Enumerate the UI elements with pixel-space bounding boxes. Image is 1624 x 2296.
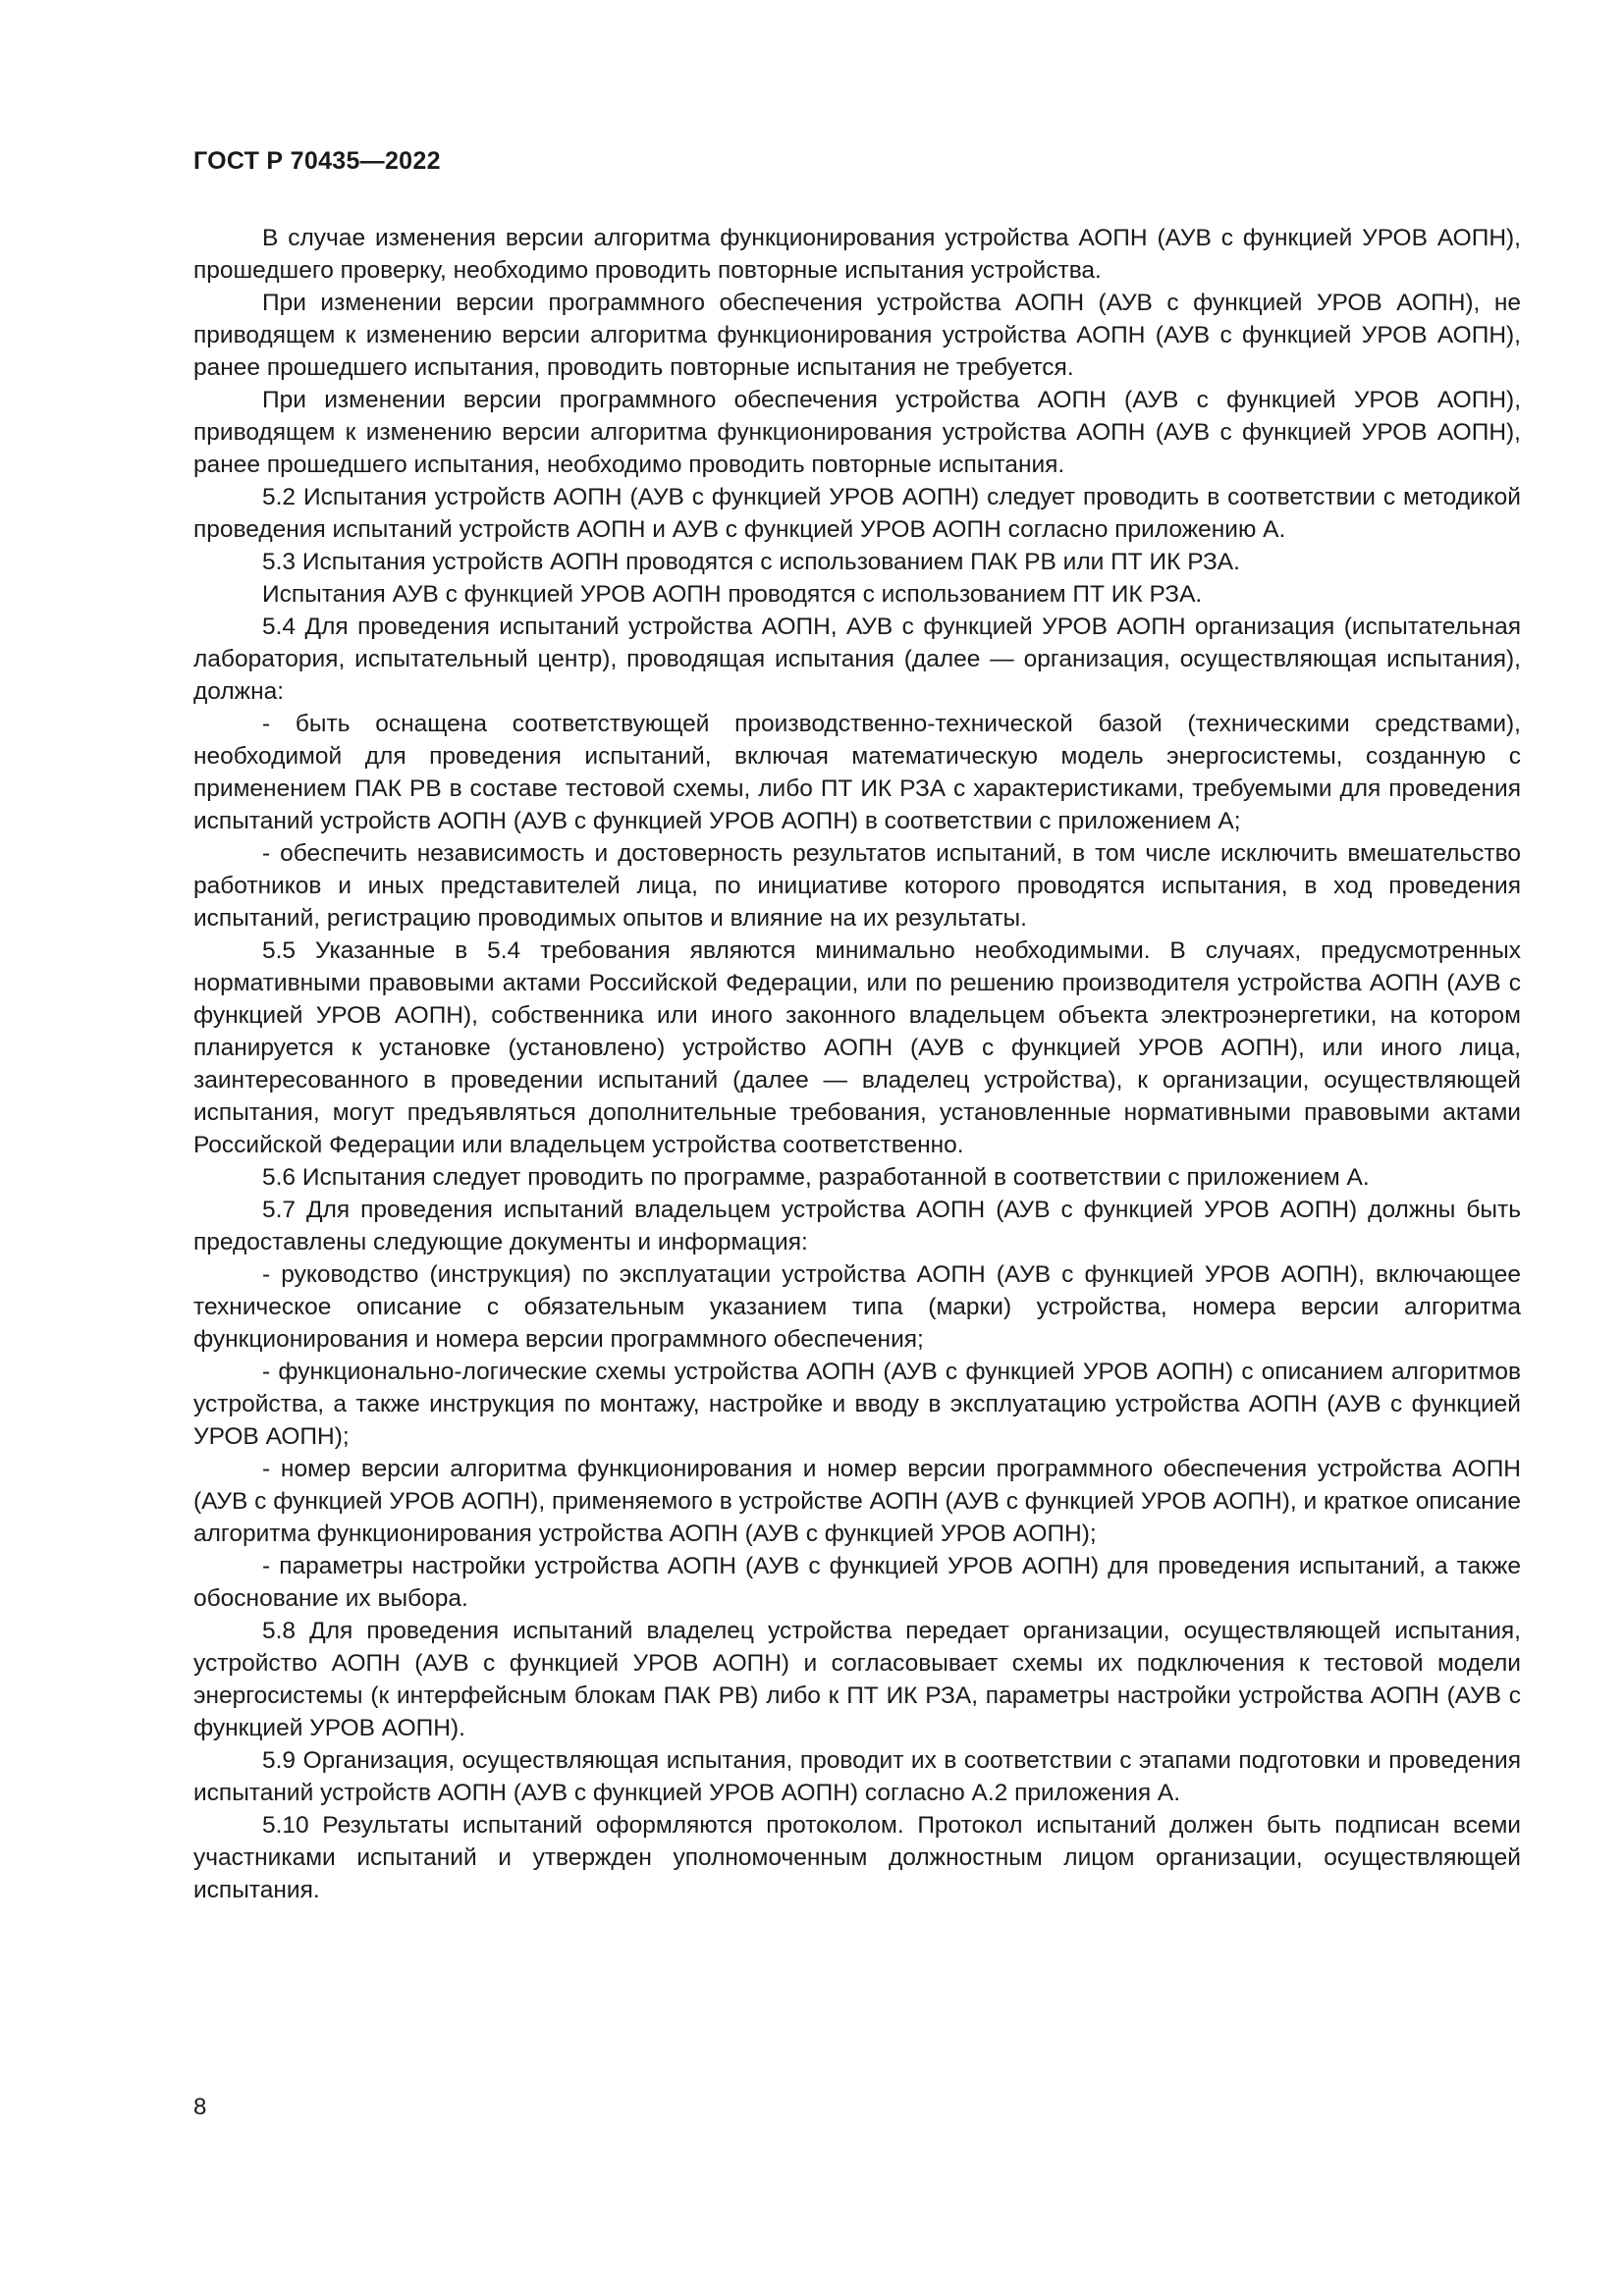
page-number: 8 <box>193 2094 207 2120</box>
paragraph-5-10: 5.10 Результаты испытаний оформляются протоколом. Протокол испытаний должен быть подписан всеми участниками испытаний и утвержден уполномоченным должностным лицом организации, осуществляющей испытания. <box>193 1812 1521 1903</box>
list-item: - функционально-логические схемы устройства АОПН (АУВ с функцией УРОВ АОПН) с описанием алгоритмов устройства, а также инструкция по монтажу, настройке и вводу в эксплуатацию устройства АОПН (АУВ с функцией УРОВ АОПН); <box>193 1359 1521 1450</box>
list-item: - быть оснащена соответствующей производственно-технической базой (техническими средствами), необходимой для проведения испытаний, включая математическую модель энергосистемы, созданную с применением ПАК РВ в составе тестовой схемы, либо ПТ ИК РЗА с характеристиками, требуемыми для проведения испытаний устройств АОПН (АУВ с функцией УРОВ АОПН) в соответствии с приложением А; <box>193 711 1521 834</box>
paragraph-5-2: 5.2 Испытания устройств АОПН (АУВ с функцией УРОВ АОПН) следует проводить в соответствии с методикой проведения испытаний устройств АОПН и АУВ с функцией УРОВ АОПН согласно приложению А. <box>193 484 1521 543</box>
list-item: - руководство (инструкция) по эксплуатации устройства АОПН (АУВ с функцией УРОВ АОПН), включающее техническое описание с обязательным указанием типа (марки) устройства, номера версии алгоритма функционирования и номера версии программного обеспечения; <box>193 1261 1521 1353</box>
paragraph-5-6: 5.6 Испытания следует проводить по программе, разработанной в соответствии с приложением А. <box>262 1164 1370 1191</box>
paragraph: В случае изменения версии алгоритма функционирования устройства АОПН (АУВ с функцией УРОВ АОПН), прошедшего проверку, необходимо проводить повторные испытания устройства. <box>193 225 1521 284</box>
standard-header: ГОСТ Р 70435—2022 <box>193 147 441 175</box>
paragraph-5-9: 5.9 Организация, осуществляющая испытания, проводит их в соответствии с этапами подготовки и проведения испытаний устройств АОПН (АУВ с функцией УРОВ АОПН) согласно А.2 приложения А. <box>193 1747 1521 1806</box>
document-body <box>193 222 1521 1906</box>
paragraph-5-5: 5.5 Указанные в 5.4 требования являются минимально необходимыми. В случаях, предусмотренных нормативными правовыми актами Российской Федерации, или по решению производителя устройства АОПН (АУВ с функцией УРОВ АОПН), собственника или иного законного владельцем объекта электроэнергетики, на котором планируется к установке (установлено) устройство АОПН (АУВ с функцией УРОВ АОПН), или иного лица, заинтересованного в проведении испытаний (далее — владелец устройства), к организации, осуществляющей испытания, могут предъявляться дополнительные требования, установленные нормативными правовыми актами Российской Федерации или владельцем устройства соответственно. <box>193 937 1521 1158</box>
paragraph: При изменении версии программного обеспечения устройства АОПН (АУВ с функцией УРОВ АОПН), не приводящем к изменению версии алгоритма функционирования устройства АОПН (АУВ с функцией УРОВ АОПН), ранее прошедшего испытания, проводить повторные испытания не требуется. <box>193 290 1521 381</box>
paragraph: Испытания АУВ с функцией УРОВ АОПН проводятся с использованием ПТ ИК РЗА. <box>262 581 1203 608</box>
paragraph-5-3: 5.3 Испытания устройств АОПН проводятся с использованием ПАК РВ или ПТ ИК РЗА. <box>262 549 1240 575</box>
paragraph-5-7: 5.7 Для проведения испытаний владельцем устройства АОПН (АУВ с функцией УРОВ АОПН) должны быть предоставлены следующие документы и информация: <box>193 1197 1521 1255</box>
paragraph: При изменении версии программного обеспечения устройства АОПН (АУВ с функцией УРОВ АОПН), приводящем к изменению версии алгоритма функционирования устройства АОПН (АУВ с функцией УРОВ АОПН), ранее прошедшего испытания, необходимо проводить повторные испытания. <box>193 387 1521 478</box>
list-item: - параметры настройки устройства АОПН (АУВ с функцией УРОВ АОПН) для проведения испытаний, а также обоснование их выбора. <box>193 1553 1521 1612</box>
list-item: - номер версии алгоритма функционирования и номер версии программного обеспечения устройства АОПН (АУВ с функцией УРОВ АОПН), применяемого в устройстве АОПН (АУВ с функцией УРОВ АОПН), и краткое описание алгоритма функционирования устройства АОПН (АУВ с функцией УРОВ АОПН); <box>193 1456 1521 1547</box>
list-item: - обеспечить независимость и достоверность результатов испытаний, в том числе исключить вмешательство работников и иных представителей лица, по инициативе которого проводятся испытания, в ход проведения испытаний, регистрацию проводимых опытов и влияние на их результаты. <box>193 840 1521 932</box>
paragraph-5-8: 5.8 Для проведения испытаний владелец устройства передает организации, осуществляющей испытания, устройство АОПН (АУВ с функцией УРОВ АОПН) и согласовывает схемы их подключения к тестовой модели энергосистемы (к интерфейсным блокам ПАК РВ) либо к ПТ ИК РЗА, параметры настройки устройства АОПН (АУВ с функцией УРОВ АОПН). <box>193 1618 1521 1741</box>
paragraph-5-4: 5.4 Для проведения испытаний устройства АОПН, АУВ с функцией УРОВ АОПН организация (испытательная лаборатория, испытательный центр), проводящая испытания (далее — организация, осуществляющая испытания), должна: <box>193 614 1521 705</box>
